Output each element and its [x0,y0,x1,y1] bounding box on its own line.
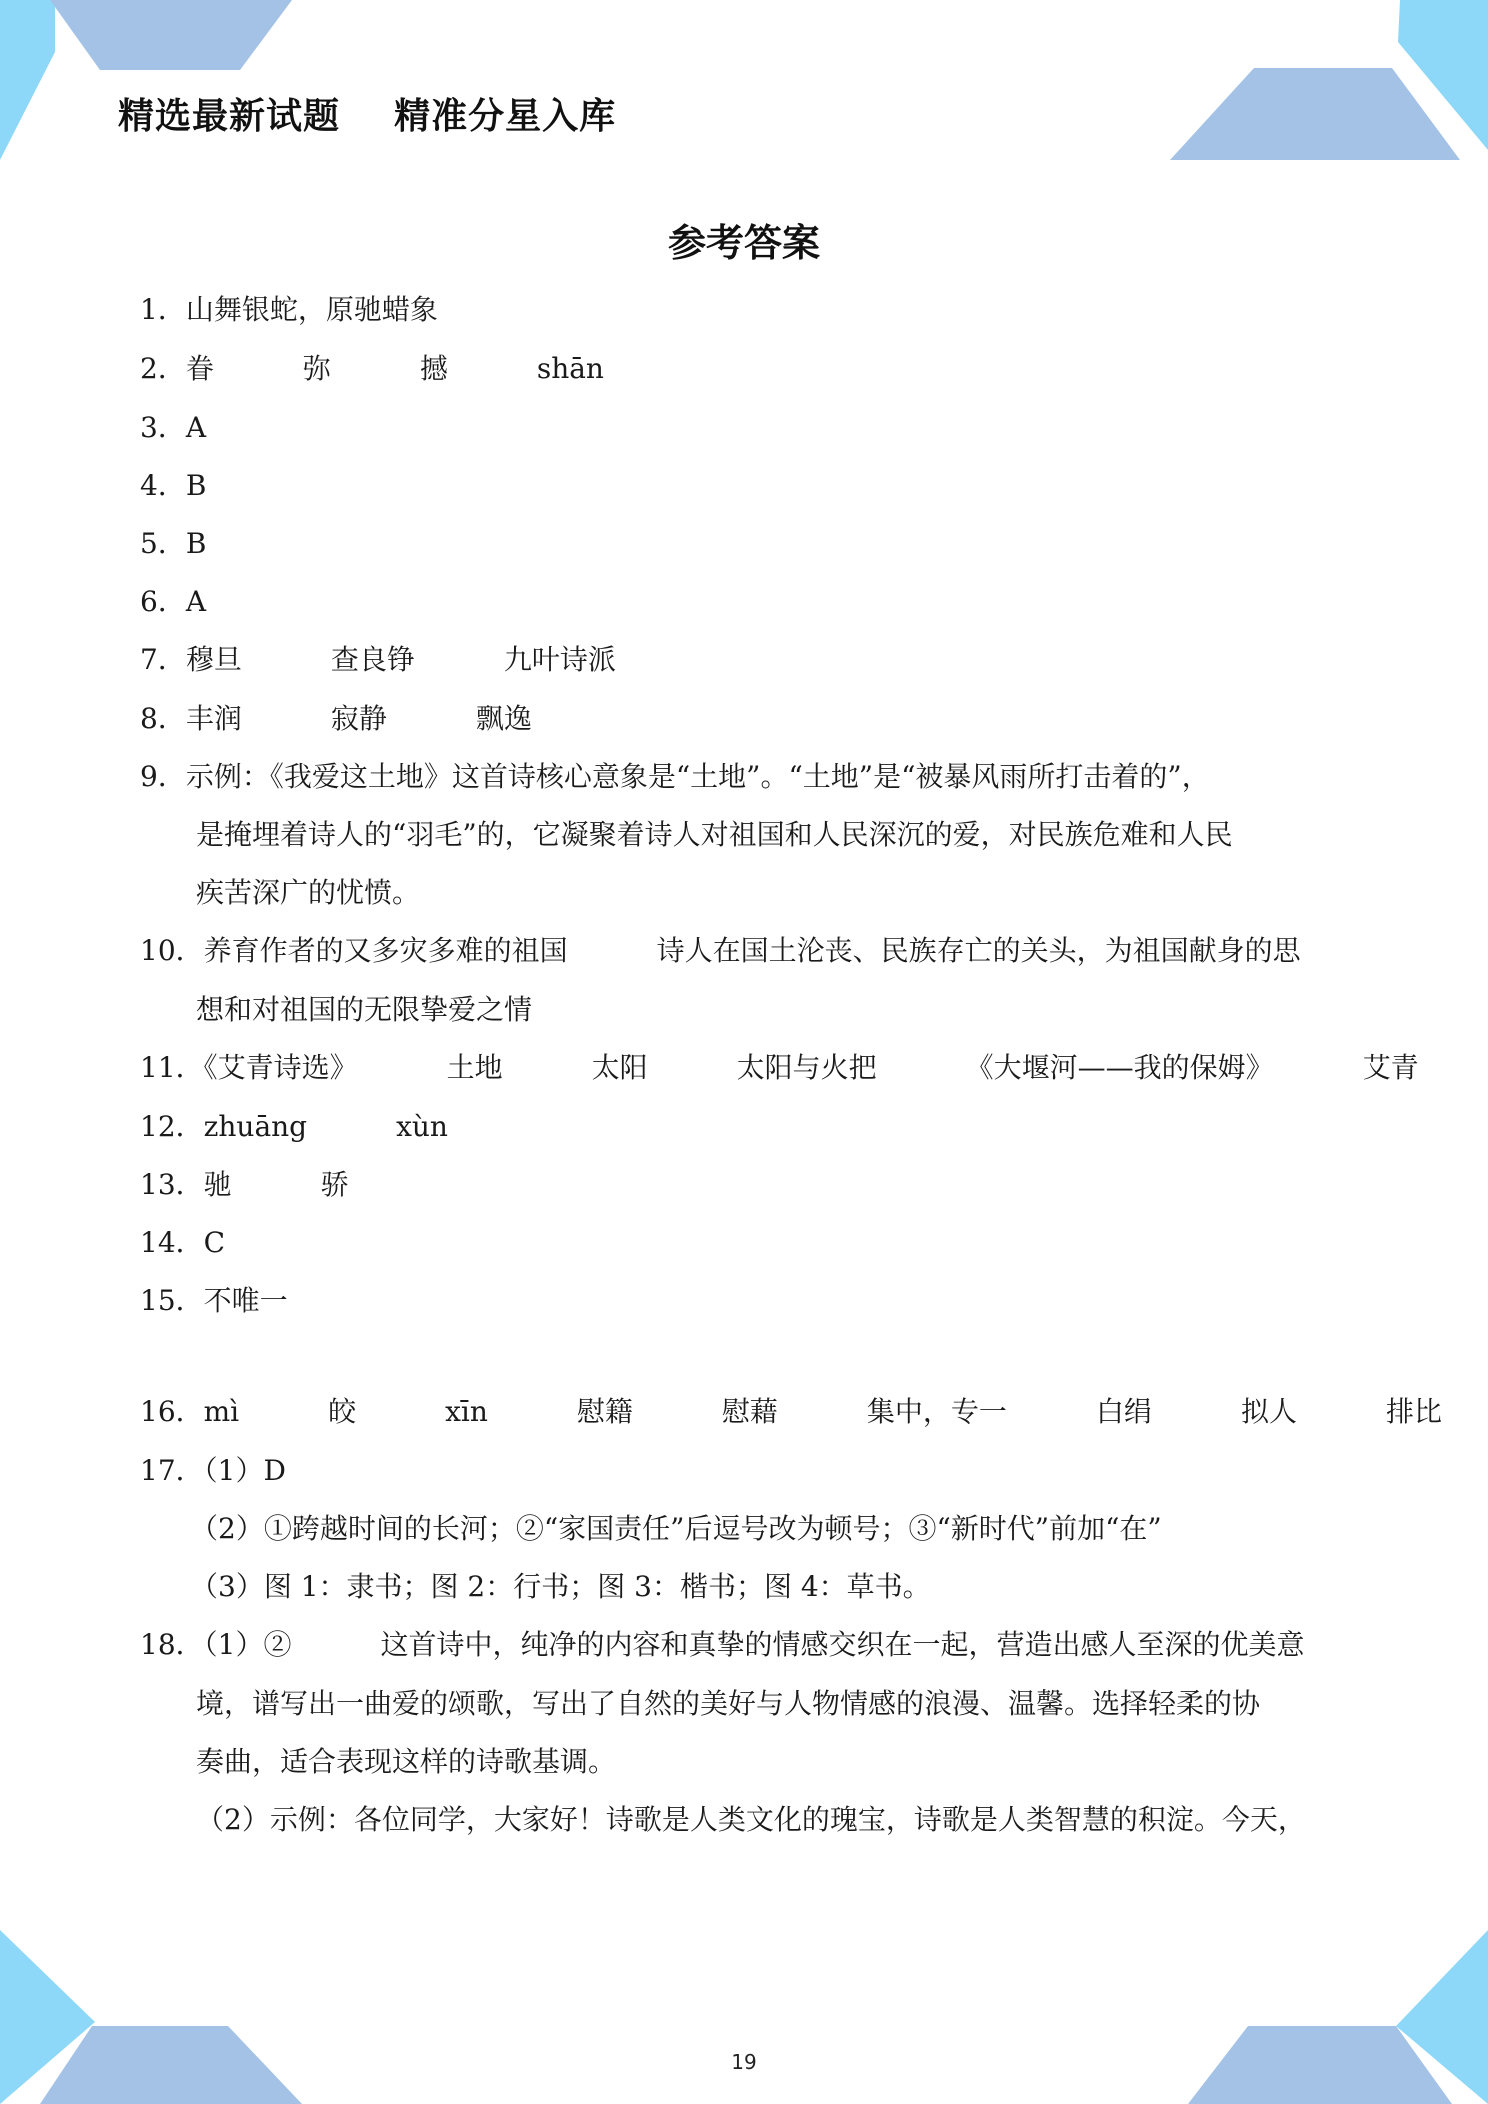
top-left-decoration [0,0,300,170]
answer-line: 疾苦深广的忧愤。 [196,876,421,909]
answer-line: 是掩埋着诗人的“羽毛”的，它凝聚着诗人对祖国和人民深沉的爱，对民族危难和人民 [196,818,1233,851]
answer-line: 14．C [140,1226,226,1259]
answer-line: 11．《艾青诗选》 土地 太阳 太阳与火把 《大堰河——我的保姆》 艾青 [140,1051,1419,1084]
top-left-light-triangle [0,0,55,160]
answer-line: 奏曲，适合表现这样的诗歌基调。 [196,1745,617,1778]
page-number: 19 [731,2050,757,2074]
answer-line: 境，谱写出一曲爱的颂歌，写出了自然的美好与人物情感的浪漫、温馨。选择轻柔的协 [196,1687,1261,1720]
answer-line: （2）①跨越时间的长河；②“家国责任”后逗号改为顿号；③“新时代”前加“在” [190,1512,1162,1545]
answer-line: 15．不唯一 [140,1284,288,1317]
answer-key-title: 参考答案 [667,221,820,265]
top-right-decoration [1170,0,1488,170]
answer-line: 10．养育作者的又多灾多难的祖国 诗人在国土沦丧、民族存亡的关头，为祖国献身的思 [140,934,1301,967]
answer-line: 12．zhuāng xùn [140,1110,448,1143]
answer-line: 3．A [140,411,207,444]
answer-line: 16．mì 皎 xīn 慰籍 慰藉 集中，专一 白绢 拟人 排比 [140,1395,1442,1428]
top-right-steel-trapezoid [1170,68,1460,160]
answer-line: 1．山舞银蛇，原驰蜡象 [140,293,438,326]
answer-line: 18．（1）② 这首诗中，纯净的内容和真挚的情感交织在一起，营造出感人至深的优美意 [140,1628,1305,1661]
bottom-right-decoration [1170,1930,1488,2104]
answer-line: 想和对祖国的无限挚爱之情 [196,993,533,1026]
header-title: 精选最新试题 精准分星入库 [118,96,617,137]
answer-line: 17．（1）D [140,1454,286,1487]
answer-line: 13．驰 骄 [140,1168,349,1201]
answer-line: 6．A [140,585,207,618]
answer-line: （3）图 1：隶书；图 2：行书；图 3：楷书；图 4：草书。 [190,1570,931,1603]
answer-line: 8．丰润 寂静 飘逸 [140,702,532,735]
answer-line: 5．B [140,527,207,560]
answer-line: 2．眷 弥 撼 shān [140,352,604,385]
answer-line: 4．B [140,469,207,502]
bottom-left-decoration [0,1930,310,2104]
answer-line: 7．穆旦 查良铮 九叶诗派 [140,643,616,676]
answer-line: 9．示例：《我爱这土地》这首诗核心意象是“土地”。“土地”是“被暴风雨所打击着的”， [140,760,1210,793]
answer-line: （2）示例：各位同学，大家好！诗歌是人类文化的瑰宝，诗歌是人类智慧的积淀。今天， [196,1803,1306,1836]
top-left-steel-trapezoid [50,0,292,70]
